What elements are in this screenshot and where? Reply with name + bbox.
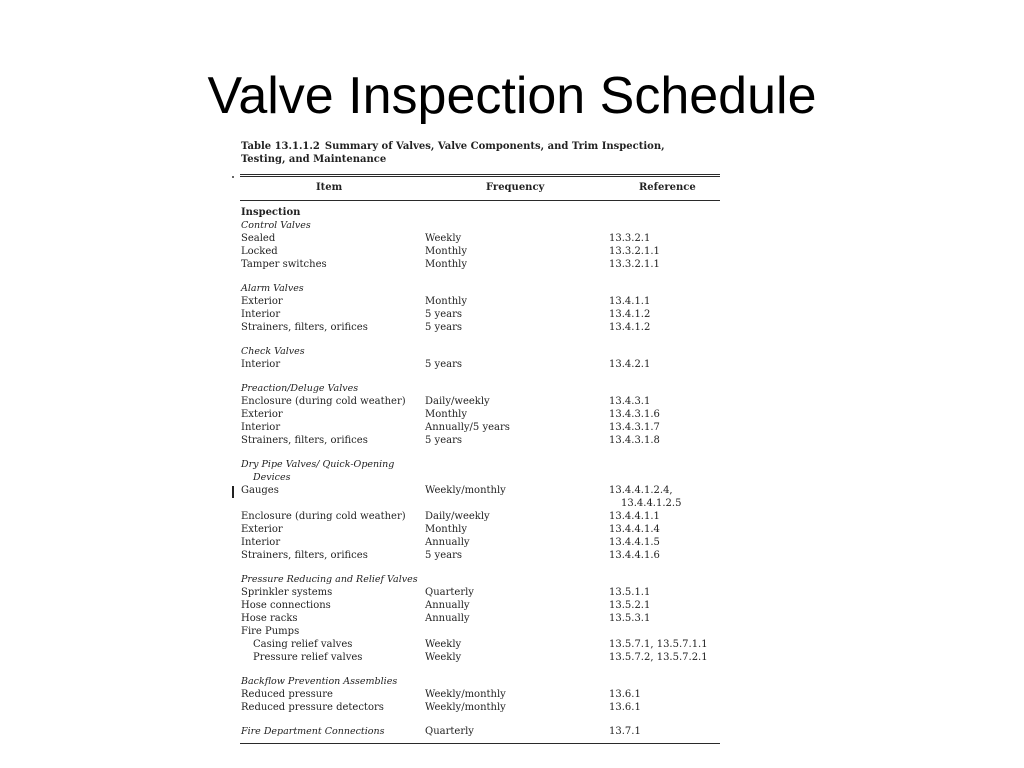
cell-reference: 13.5.3.1 <box>609 613 651 624</box>
cell-item: Exterior <box>241 524 283 535</box>
cell-frequency: Weekly <box>425 233 462 244</box>
cell-item: Fire Department Connections <box>241 726 385 737</box>
cell-item: Sealed <box>241 233 276 244</box>
cell-reference: 13.3.2.1.1 <box>609 259 660 270</box>
cell-item: Interior <box>241 537 281 548</box>
cell-item: Exterior <box>241 409 283 420</box>
cell-reference: 13.4.4.1.6 <box>609 550 660 561</box>
column-header-frequency: Frequency <box>486 182 545 193</box>
cell-reference: 13.3.2.1 <box>609 233 651 244</box>
table-caption-text: Summary of Valves, Valve Components, and Trim Inspection, Testing, and Maintenance <box>241 141 665 165</box>
cell-item: Hose connections <box>241 600 331 611</box>
cell-frequency: Weekly <box>425 652 462 663</box>
cell-frequency: Weekly/monthly <box>425 689 506 700</box>
cell-item: Backflow Prevention Assemblies <box>241 676 398 687</box>
cell-frequency: Weekly <box>425 639 462 650</box>
cell-frequency: Annually <box>425 600 470 611</box>
cell-item: Check Valves <box>241 346 305 357</box>
cell-frequency: Quarterly <box>425 587 474 598</box>
cell-frequency: Monthly <box>425 409 468 420</box>
header-rule <box>240 200 720 201</box>
table-caption <box>241 140 711 166</box>
cell-item: Casing relief valves <box>253 639 353 650</box>
cell-item: Sprinkler systems <box>241 587 333 598</box>
cell-frequency: Monthly <box>425 246 468 257</box>
cell-reference: 13.4.4.1.1 <box>609 511 660 522</box>
cell-reference: 13.4.4.1.5 <box>609 537 660 548</box>
cell-reference: 13.5.7.2, 13.5.7.2.1 <box>609 652 708 663</box>
top-rule <box>240 174 720 175</box>
cell-item: Strainers, filters, orifices <box>241 550 368 561</box>
cell-reference: 13.6.1 <box>609 689 641 700</box>
table-figure <box>230 138 730 748</box>
cell-reference: 13.4.3.1.7 <box>609 422 660 433</box>
cell-reference: 13.4.4.1.2.4, <box>609 485 673 496</box>
cell-reference: 13.4.3.1.8 <box>609 435 660 446</box>
cell-frequency: Daily/weekly <box>425 396 490 407</box>
cell-item: Control Valves <box>241 220 311 231</box>
cell-item: Locked <box>241 246 278 257</box>
cell-reference: 13.4.4.1.4 <box>609 524 660 535</box>
cell-reference: 13.4.1.2 <box>609 309 651 320</box>
cell-frequency: Weekly/monthly <box>425 485 506 496</box>
cell-item: Reduced pressure detectors <box>241 702 384 713</box>
cell-reference: 13.5.7.1, 13.5.7.1.1 <box>609 639 708 650</box>
cell-item: Reduced pressure <box>241 689 333 700</box>
cell-reference: 13.4.2.1 <box>609 359 651 370</box>
cell-reference: 13.5.2.1 <box>609 600 651 611</box>
cell-reference: 13.4.3.1.6 <box>609 409 660 420</box>
cell-frequency: Annually/5 years <box>425 422 510 433</box>
column-header-reference: Reference <box>639 182 696 193</box>
cell-reference: 13.3.2.1.1 <box>609 246 660 257</box>
bottom-rule <box>240 743 720 744</box>
cell-frequency: Monthly <box>425 296 468 307</box>
change-bar <box>232 486 234 498</box>
table-number: Table 13.1.1.2 <box>241 141 320 152</box>
top-rule-double <box>240 176 720 177</box>
cell-item: Interior <box>241 359 281 370</box>
cell-item: Devices <box>253 472 291 483</box>
cell-item: Gauges <box>241 485 279 496</box>
cell-item: Enclosure (during cold weather) <box>241 511 406 522</box>
cell-item: Pressure Reducing and Relief Valves <box>241 574 418 585</box>
cell-item: Strainers, filters, orifices <box>241 322 368 333</box>
cell-frequency: 5 years <box>425 550 462 561</box>
cell-frequency: 5 years <box>425 435 462 446</box>
cell-frequency: Daily/weekly <box>425 511 490 522</box>
cell-reference: 13.4.1.1 <box>609 296 651 307</box>
cell-item: Tamper switches <box>241 259 327 270</box>
cell-item: Dry Pipe Valves/ Quick-Opening <box>241 459 395 470</box>
cell-item: Hose racks <box>241 613 298 624</box>
cell-item: Fire Pumps <box>241 626 300 637</box>
cell-frequency: Monthly <box>425 524 468 535</box>
cell-item: Alarm Valves <box>241 283 304 294</box>
cell-frequency: Weekly/monthly <box>425 702 506 713</box>
cell-frequency: 5 years <box>425 309 462 320</box>
cell-reference: 13.6.1 <box>609 702 641 713</box>
cell-reference: 13.4.1.2 <box>609 322 651 333</box>
cell-frequency: 5 years <box>425 359 462 370</box>
cell-item: Pressure relief valves <box>253 652 363 663</box>
cell-frequency: Annually <box>425 537 470 548</box>
cell-item: Interior <box>241 309 281 320</box>
cell-frequency: Monthly <box>425 259 468 270</box>
cell-frequency: 5 years <box>425 322 462 333</box>
cell-item: Enclosure (during cold weather) <box>241 396 406 407</box>
cell-item: Strainers, filters, orifices <box>241 435 368 446</box>
cell-item: Inspection <box>241 207 301 218</box>
slide-title: Valve Inspection Schedule <box>207 67 817 125</box>
cell-reference: 13.7.1 <box>609 726 641 737</box>
cell-item: Exterior <box>241 296 283 307</box>
cell-frequency: Quarterly <box>425 726 474 737</box>
cell-reference: 13.5.1.1 <box>609 587 651 598</box>
cell-item: Interior <box>241 422 281 433</box>
column-header-item: Item <box>316 182 343 193</box>
margin-dot <box>232 176 234 178</box>
cell-item: Preaction/Deluge Valves <box>241 383 359 394</box>
cell-reference: 13.4.4.1.2.5 <box>621 498 682 509</box>
cell-reference: 13.4.3.1 <box>609 396 651 407</box>
cell-frequency: Annually <box>425 613 470 624</box>
